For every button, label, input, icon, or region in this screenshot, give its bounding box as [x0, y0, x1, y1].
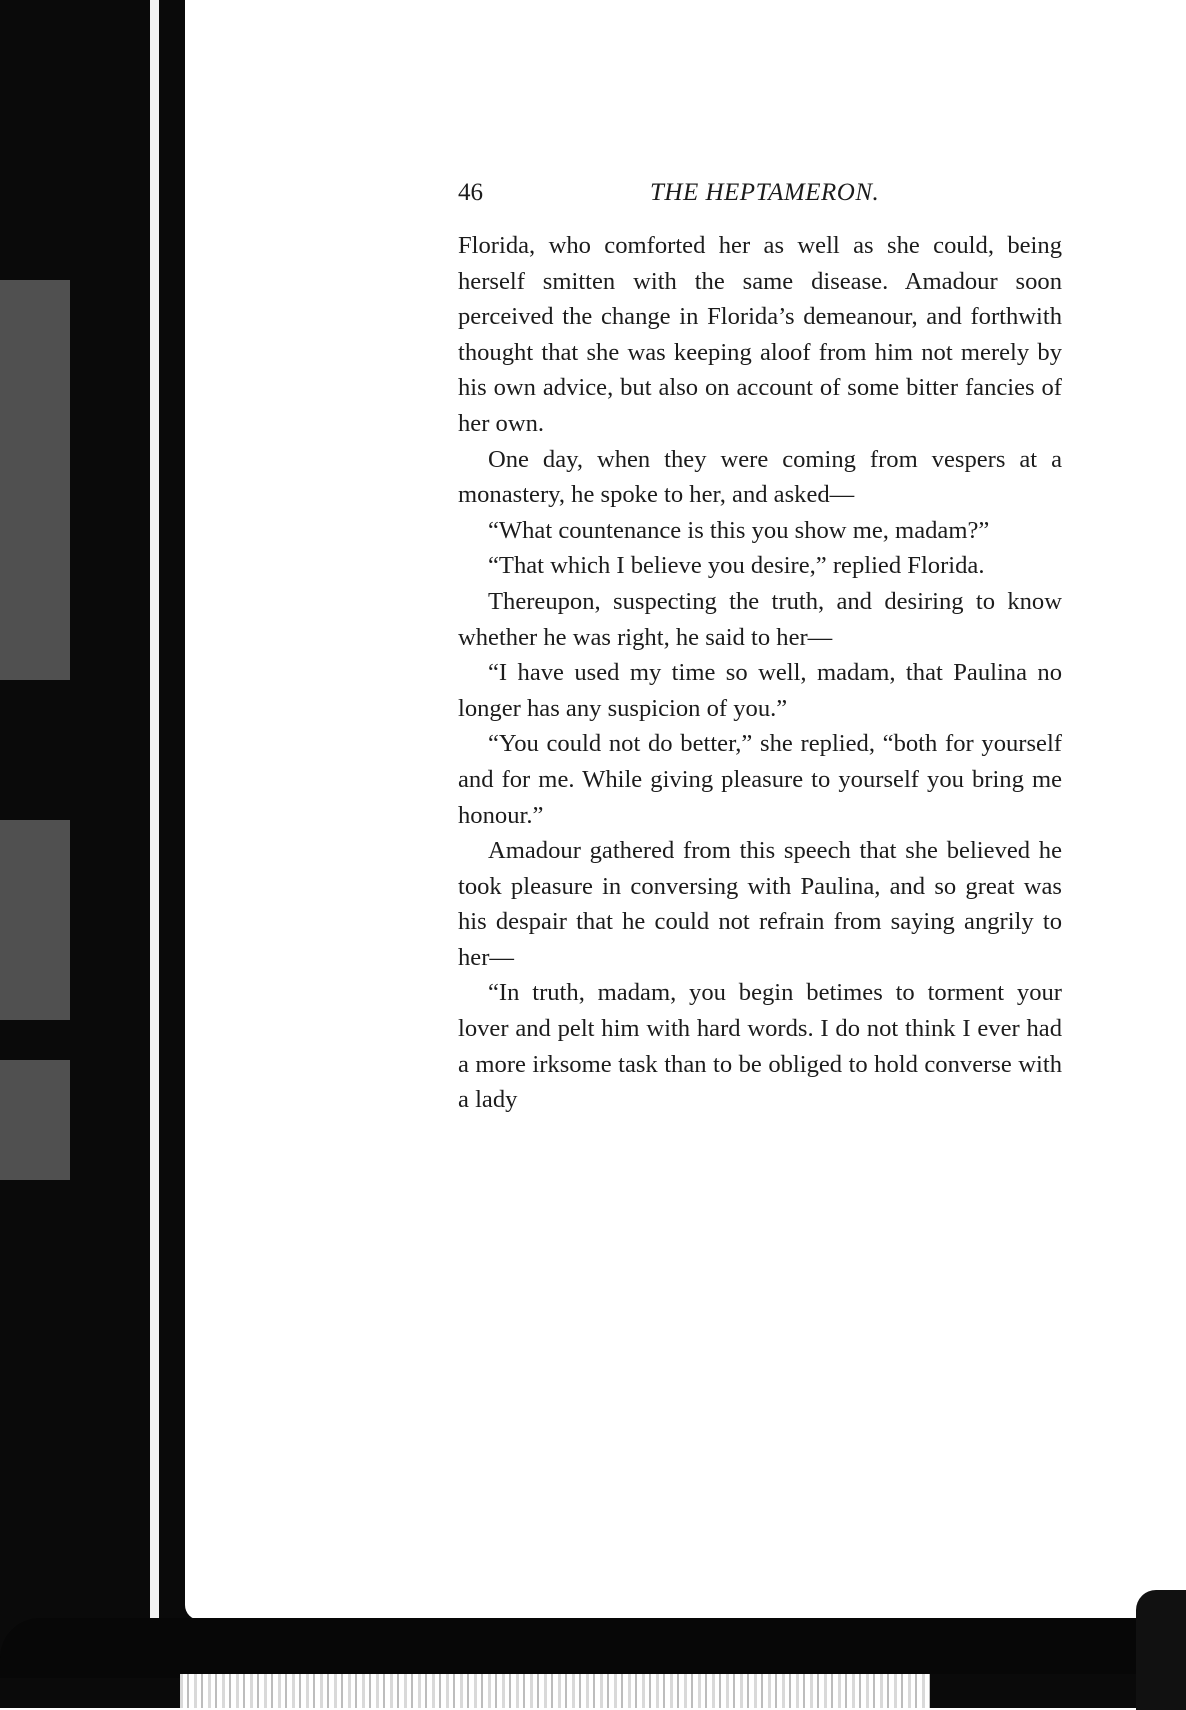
- paragraph: “That which I believe you desire,” replied Florida.: [488, 552, 985, 580]
- paragraph: “What countenance is this you show me, madam?”: [488, 516, 990, 544]
- running-head: THE HEPTAMERON.: [650, 179, 880, 206]
- paragraph: One day, when they were coming from vespers at a monastery, he spoke to her, and asked—: [458, 445, 1062, 509]
- paragraph: “I have used my time so well, madam, that Paulina no longer has any suspicion of you.”: [458, 659, 1062, 722]
- paragraph: Amadour gathered from this speech that she believed he took pleasure in conversing with Paulina, and so great was his despair that he could not refrain from saying angrily to her—: [458, 837, 1062, 971]
- gutter-page-edge-line: [150, 0, 159, 1620]
- gutter-page-edge: [185, 0, 200, 1620]
- paragraph: “In truth, madam, you begin betimes to torment your lover and pelt him with hard words. I do not think I ever had a more irksome task than to be obliged to hold converse with a lady: [458, 979, 1062, 1114]
- page-corner-shadow: [1136, 1590, 1186, 1710]
- paragraph: Florida, who comforted her as well as she could, being herself smitten with the same disease. Amadour soon perceived the change in Florida’s demeanour, and forthwith thought that she was keeping aloof from him not merely by his own advice, but also on account of some bitter fancies of her own.: [458, 232, 1062, 437]
- bottom-scan-speckle: [180, 1674, 960, 1708]
- gutter-speckle-lower: [0, 1060, 70, 1180]
- paragraph: Thereupon, suspecting the truth, and desiring to know whether he was right, he said to her—: [458, 587, 1062, 651]
- gutter-speckle-upper: [0, 280, 70, 680]
- book-gutter-shadow: [0, 0, 200, 1708]
- gutter-speckle-middle: [0, 820, 70, 1020]
- bottom-scan-shadow: [0, 1618, 1186, 1678]
- page-number: 46: [458, 179, 483, 206]
- paragraph: “You could not do better,” she replied, “both for yourself and for me. While giving pleasure to yourself you bring me honour.”: [458, 730, 1062, 829]
- page-header: [458, 176, 1058, 210]
- body-text: [458, 228, 1062, 1118]
